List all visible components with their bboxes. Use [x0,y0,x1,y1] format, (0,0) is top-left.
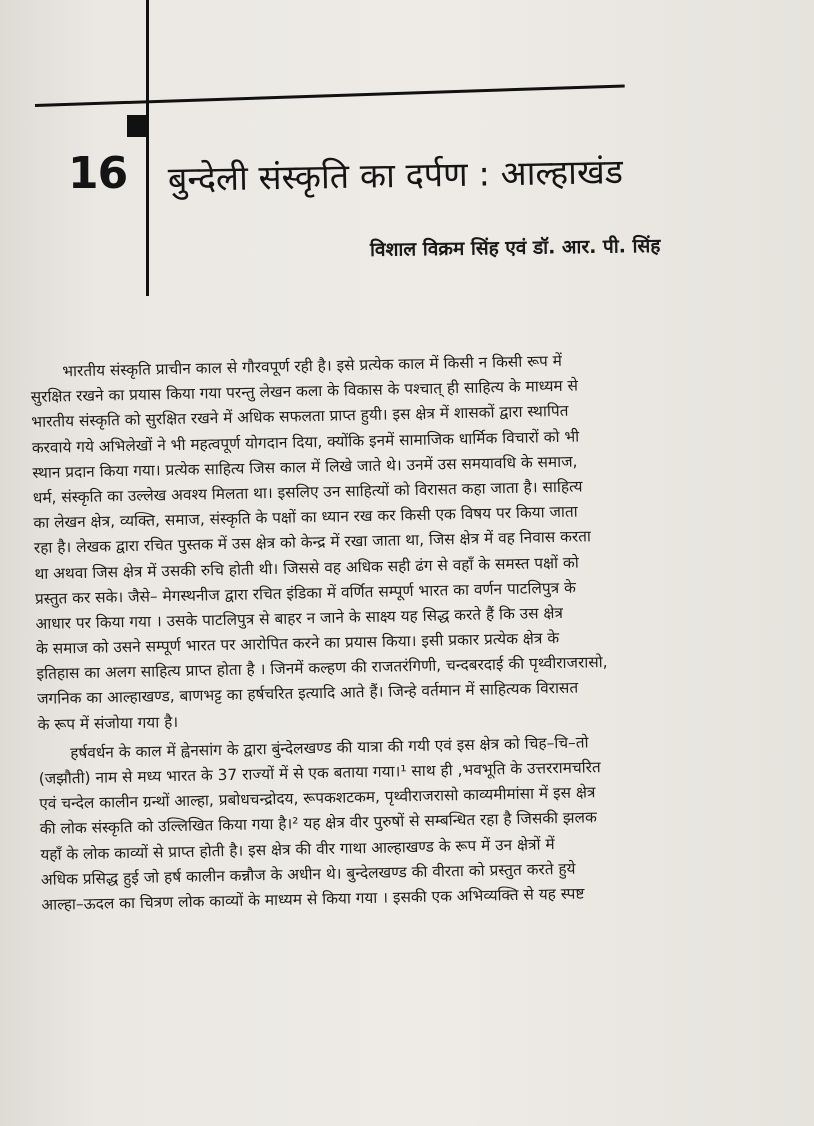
text-line: था अथवा जिस क्षेत्र में उसकी रुचि होती थी। जिससे वह अधिक सही ढंग से वहाँ के समस्त पक्षों को [34,553,579,583]
text-line: (जझौती) नाम से मध्य भारत के 37 राज्यों में से एक बताया गया।¹ साथ ही ,भवभूति के उत्तररामचरित [38,758,601,788]
paragraph-1 [30,344,798,738]
chapter-authors: विशाल विक्रम सिंह एवं डॉ. आर. पी. सिंह [369,234,661,261]
text-line: करवाये गये अभिलेखों ने भी महत्वपूर्ण योगदान दिया, क्योंकि इनमें सामाजिक धार्मिक विचारों को भी [31,427,580,457]
body-text [30,344,802,918]
text-line: स्थान प्रदान किया गया। प्रत्येक साहित्य जिस काल में लिखे जाते थे। उनमें उस समयावधि के समाज, [32,452,578,482]
text-line: सुरक्षित रखने का प्रयास किया गया परन्तु लेखन कला के विकास के पश्चात् ही साहित्य के माध्यम से [30,376,579,407]
text-line: धर्म, संस्कृति का उल्लेख अवश्य मिलता था। इसलिए उन साहित्यों को विरासत कहा जाता है। साहित्य [32,477,583,507]
text-line: अधिक प्रसिद्ध हुई जो हर्ष कालीन कन्नौज के अधीन थे। बुन्देलखण्ड की वीरता को प्रस्तुत करते हुये [40,859,576,889]
text-line: के रूप में संजोया गया है। [37,712,179,734]
text-line: रहा है। लेखक द्वारा रचित पुस्तक में उस क्षेत्र को केन्द्र में रखा जाता था, जिस क्षेत्र में वह निवास करता [33,527,592,558]
text-line-content: हर्षवर्धन के काल में ह्वेनसांग के द्वारा बुंन्देलखण्ड की यात्रा की गयी एवं इस क्षेत्र को चिह–चि–तो [70,733,589,763]
text-line-content: भारतीय संस्कृति प्राचीन काल से गौरवपूर्ण रही है। इसे प्रत्येक काल में किसी न किसी रूप में [62,351,563,381]
text-line: आधार पर किया गया । उसके पाटलिपुत्र से बाहर न जाने के साक्ष्य यह सिद्ध करते हैं कि उस क्षेत्र [35,603,564,633]
text-line: इतिहास का अलग साहित्य प्राप्त होता है । जिनमें कल्हण की राजतरंगिणी, चन्दबरदाई की पृथ्वीराजरासो, [36,653,608,684]
text-line: प्रस्तुत कर सके। जैसे– मेगस्थनीज द्वारा रचित इंडिका में वर्णित सम्पूर्ण भारत का वर्णन पाटलिपुत्र के [34,578,576,608]
header-horizontal-rule [35,84,625,107]
header-rule-block [127,115,149,137]
text-line: की लोक संस्कृति को उल्लिखित किया गया है।² यह क्षेत्र वीर पुरुषों से सम्बन्धित रहा है जिसकी झलक [39,808,598,839]
header-vertical-rule [146,0,149,296]
paragraph-2 [38,726,802,918]
text-line: का लेखन क्षेत्र, व्यक्ति, समाज, संस्कृति के पक्षों का ध्यान रख कर किसी एक विषय पर किया जाता [33,502,578,533]
text-line: यहाँ के लोक काव्यों से प्राप्त होती है। इस क्षेत्र की वीर गाथा आल्हाखण्ड के रूप में उन क्षेत्रों में [40,834,555,864]
text-line: आल्हा–ऊदल का चित्रण लोक काव्यों के माध्यम से किया गया । इसकी एक अभिव्यक्ति से यह स्पष्ट [41,884,585,914]
text-line: भारतीय संस्कृति को सुरक्षित रखने में अधिक सफलता प्राप्त हुयी। इस क्षेत्र में शासकों द्वारा स्थापित [31,402,569,432]
text-line: एवं चन्देल कालीन ग्रन्थों आल्हा, प्रबोधचन्द्रोदय, रूपकशटकम, पृथ्वीराजरासो काव्यमीमांसा में इस क्षेत्र [39,783,596,814]
chapter-title: बुन्देली संस्कृति का दर्पण : आल्हाखंड [167,152,624,200]
text-line: जगनिक का आल्हाखण्ड, बाणभट्ट का हर्षचरित इत्यादि आते हैं। जिन्हे वर्तमान में साहित्यक विरासत [36,679,579,709]
text-line: के समाज को उसने सम्पूर्ण भारत पर आरोपित करने का प्रयास किया। इसी प्रकार प्रत्येक क्षेत्र के [35,629,560,658]
chapter-number: 16 [68,148,128,199]
